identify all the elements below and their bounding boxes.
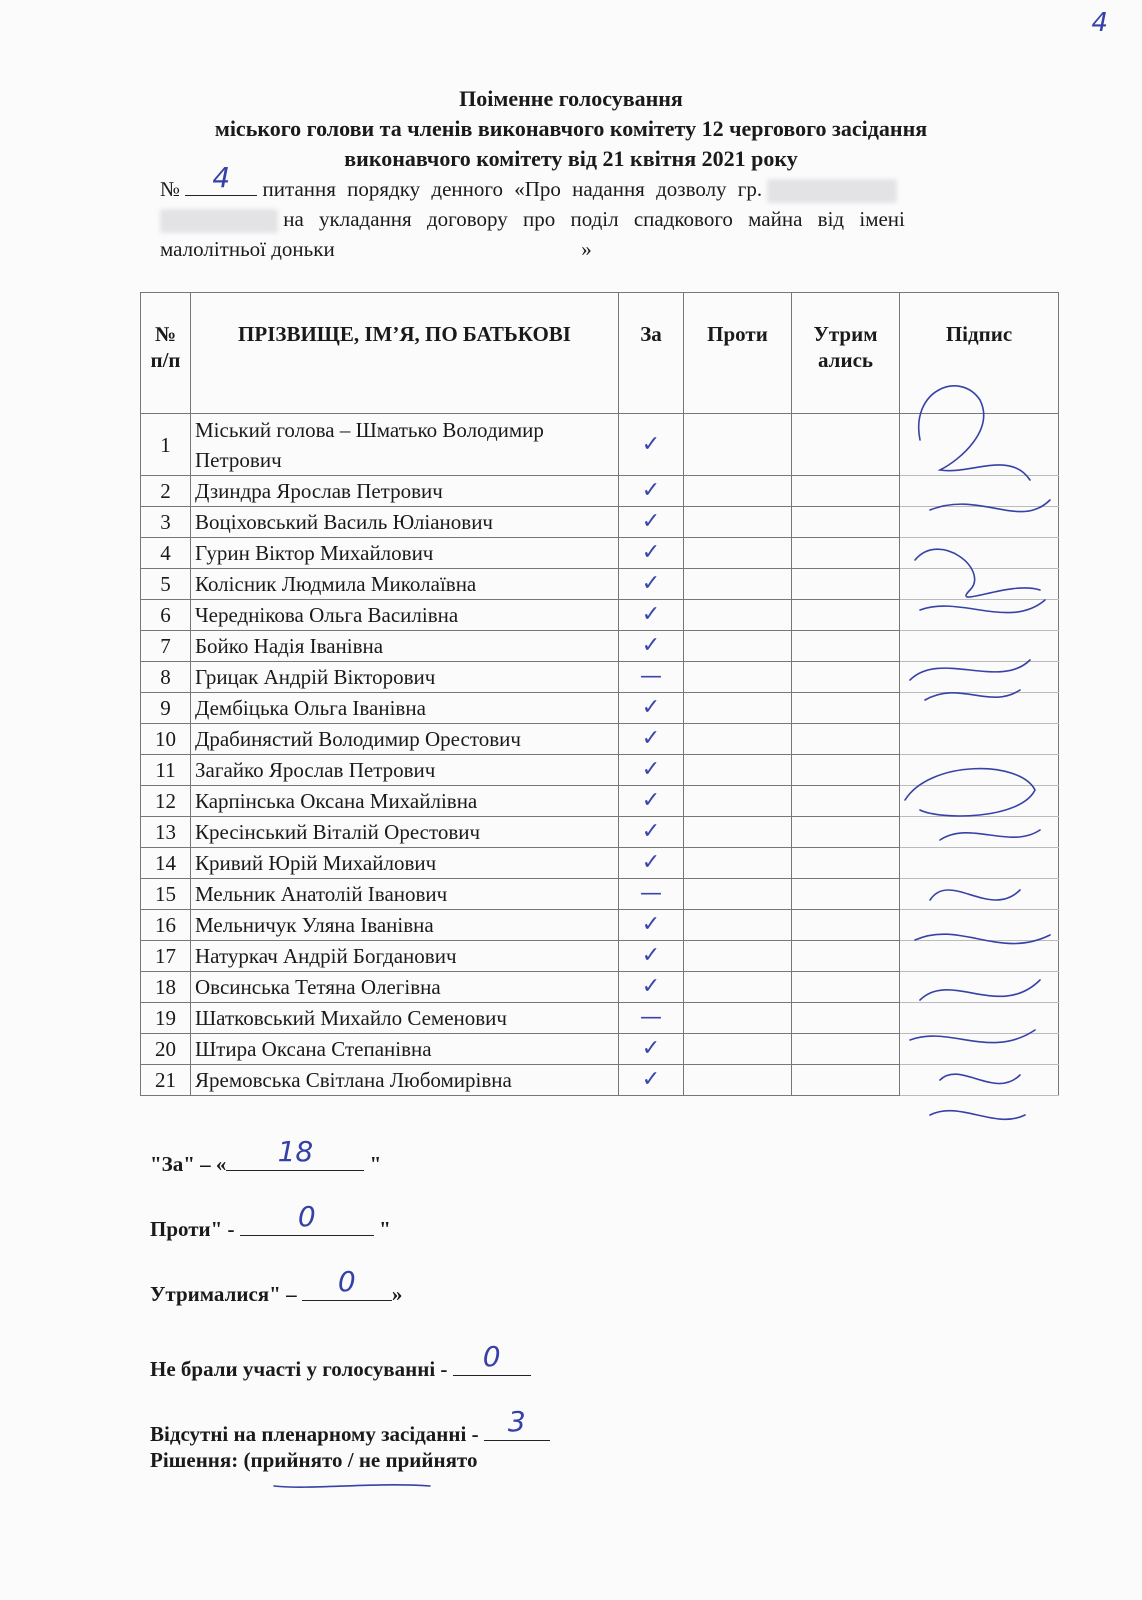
row-vote-for: ✓ (619, 538, 684, 569)
row-number: 4 (141, 538, 191, 569)
row-vote-abstained (792, 724, 900, 755)
row-name: Череднікова Ольга Василівна (191, 600, 619, 631)
row-vote-against (684, 414, 792, 476)
row-name: Колісник Людмила Миколаївна (191, 569, 619, 600)
summary-abstained-end: » (391, 1282, 403, 1306)
row-number: 15 (141, 879, 191, 910)
row-number: 20 (141, 1034, 191, 1065)
row-vote-against (684, 693, 792, 724)
row-vote-abstained (792, 631, 900, 662)
issue-text-2: на укладання договору про поділ спадкового майна від імені (283, 207, 905, 231)
summary-decision-label: Рішення: (прийнято / не прийнято (150, 1448, 478, 1472)
summary-for-blank (226, 1135, 364, 1171)
row-number: 17 (141, 941, 191, 972)
summary-abstained-value: 0 (337, 1265, 356, 1298)
row-name: Овсинська Тетяна Олегівна (191, 972, 619, 1003)
header-against: Проти (684, 293, 792, 414)
issue-prefix: № (160, 177, 181, 201)
row-vote-abstained (792, 972, 900, 1003)
summary-against-value: 0 (297, 1200, 316, 1233)
row-vote-abstained (792, 1034, 900, 1065)
summary-against-label: Проти" - (150, 1217, 235, 1241)
header-for: За (619, 293, 684, 414)
row-vote-abstained (792, 1003, 900, 1034)
redacted-surname (160, 209, 278, 233)
row-vote-against (684, 941, 792, 972)
row-vote-against (684, 755, 792, 786)
summary-for (150, 1135, 382, 1177)
issue-line-1 (160, 161, 1060, 205)
summary-for-value: 18 (277, 1135, 314, 1168)
row-vote-against (684, 1034, 792, 1065)
row-name: Натуркач Андрій Богданович (191, 941, 619, 972)
decision-underline-ink (272, 1480, 432, 1492)
header-num: № п/п (141, 293, 191, 414)
row-vote-abstained (792, 786, 900, 817)
row-vote-against (684, 1003, 792, 1034)
row-number: 11 (141, 755, 191, 786)
row-number: 8 (141, 662, 191, 693)
row-vote-for: — (619, 662, 684, 693)
row-name: Кривий Юрій Михайлович (191, 848, 619, 879)
row-number: 1 (141, 414, 191, 476)
document-subtitle: міського голови та членів виконавчого комітету 12 чергового засідання (214, 116, 928, 141)
row-vote-abstained (792, 476, 900, 507)
row-number: 16 (141, 910, 191, 941)
row-vote-for: ✓ (619, 414, 684, 476)
row-vote-for: ✓ (619, 786, 684, 817)
row-number: 9 (141, 693, 191, 724)
row-vote-for: ✓ (619, 1034, 684, 1065)
summary-absent-blank (484, 1405, 550, 1441)
row-vote-against (684, 600, 792, 631)
row-vote-abstained (792, 817, 900, 848)
row-vote-for: ✓ (619, 476, 684, 507)
issue-line-3 (160, 234, 1060, 265)
row-vote-against (684, 848, 792, 879)
summary-not-participated-value: 0 (482, 1340, 501, 1373)
row-name: Дзиндра Ярослав Петрович (191, 476, 619, 507)
row-vote-against (684, 724, 792, 755)
summary-against-end: " (379, 1217, 391, 1241)
row-name: Драбинястий Володимир Орестович (191, 724, 619, 755)
row-vote-against (684, 786, 792, 817)
row-number: 7 (141, 631, 191, 662)
row-vote-abstained (792, 693, 900, 724)
row-name: Грицак Андрій Вікторович (191, 662, 619, 693)
issue-closing-quote: » (581, 237, 592, 261)
header-signature: Підпис (900, 293, 1059, 414)
summary-not-participated-label: Не брали участі у голосуванні - (150, 1357, 448, 1381)
row-name: Яремовська Світлана Любомирівна (191, 1065, 619, 1096)
summary-abstained-blank (302, 1265, 392, 1301)
row-number: 13 (141, 817, 191, 848)
row-vote-for: — (619, 879, 684, 910)
row-number: 18 (141, 972, 191, 1003)
summary-not-participated-blank (453, 1340, 531, 1376)
row-name: Штира Оксана Степанівна (191, 1034, 619, 1065)
summary-absent-label: Відсутні на пленарному засіданні - (150, 1422, 479, 1446)
row-vote-for: ✓ (619, 941, 684, 972)
row-number: 2 (141, 476, 191, 507)
row-name: Загайко Ярослав Петрович (191, 755, 619, 786)
issue-text-1: питання порядку денного «Про надання дозволу гр. (262, 177, 763, 201)
row-vote-against (684, 569, 792, 600)
row-name: Шатковський Михайло Семенович (191, 1003, 619, 1034)
summary-absent-value: 3 (507, 1405, 526, 1438)
summary-for-end: " (369, 1152, 382, 1176)
row-vote-abstained (792, 507, 900, 538)
row-vote-for: ✓ (619, 569, 684, 600)
row-vote-for: ✓ (619, 631, 684, 662)
summary-against-blank (240, 1200, 374, 1236)
row-name: Воціховський Василь Юліанович (191, 507, 619, 538)
row-vote-for: ✓ (619, 755, 684, 786)
row-vote-abstained (792, 569, 900, 600)
row-vote-for: — (619, 1003, 684, 1034)
row-number: 6 (141, 600, 191, 631)
row-vote-against (684, 476, 792, 507)
issue-number: 4 (212, 161, 231, 194)
document-title: Поіменне голосування (459, 86, 683, 111)
row-vote-against (684, 538, 792, 569)
summary-abstained (150, 1265, 403, 1307)
issue-text-3: малолітньої доньки (160, 237, 335, 261)
row-vote-abstained (792, 941, 900, 972)
row-vote-for: ✓ (619, 910, 684, 941)
row-vote-abstained (792, 755, 900, 786)
row-name: Дембіцька Ольга Іванівна (191, 693, 619, 724)
row-vote-against (684, 817, 792, 848)
row-vote-for: ✓ (619, 848, 684, 879)
row-vote-for: ✓ (619, 507, 684, 538)
row-vote-for: ✓ (619, 693, 684, 724)
summary-abstained-label: Утрималися" – (150, 1282, 297, 1306)
row-name: Кресінський Віталій Орестович (191, 817, 619, 848)
summary-absent (150, 1405, 550, 1447)
row-name: Мельник Анатолій Іванович (191, 879, 619, 910)
issue-line-2 (160, 204, 1060, 235)
row-number: 21 (141, 1065, 191, 1096)
row-number: 19 (141, 1003, 191, 1034)
summary-against (150, 1200, 391, 1242)
row-name: Мельничук Уляна Іванівна (191, 910, 619, 941)
issue-number-blank (185, 161, 257, 196)
row-name: Міський голова – Шматько Володимир Петрович (191, 414, 619, 476)
row-number: 10 (141, 724, 191, 755)
row-name: Карпінська Оксана Михайлівна (191, 786, 619, 817)
summary-decision (150, 1448, 477, 1473)
document-date-line: виконавчого комітету від 21 квітня 2021 року (344, 146, 798, 171)
row-vote-for: ✓ (619, 817, 684, 848)
row-vote-against (684, 910, 792, 941)
row-vote-abstained (792, 600, 900, 631)
row-vote-against (684, 662, 792, 693)
row-number: 12 (141, 786, 191, 817)
row-vote-against (684, 507, 792, 538)
page-number: 4 (1091, 8, 1108, 38)
row-vote-for: ✓ (619, 972, 684, 1003)
row-vote-for: ✓ (619, 600, 684, 631)
row-vote-abstained (792, 662, 900, 693)
row-number: 14 (141, 848, 191, 879)
row-name: Гурин Віктор Михайлович (191, 538, 619, 569)
row-vote-abstained (792, 1065, 900, 1096)
row-vote-abstained (792, 910, 900, 941)
row-vote-against (684, 879, 792, 910)
row-vote-abstained (792, 414, 900, 476)
summary-not-participated (150, 1340, 531, 1382)
row-vote-against (684, 1065, 792, 1096)
row-vote-abstained (792, 538, 900, 569)
row-number: 3 (141, 507, 191, 538)
row-vote-for: ✓ (619, 1065, 684, 1096)
row-vote-against (684, 631, 792, 662)
row-name: Бойко Надія Іванівна (191, 631, 619, 662)
row-number: 5 (141, 569, 191, 600)
row-vote-for: ✓ (619, 724, 684, 755)
row-vote-abstained (792, 879, 900, 910)
header-abstained: Утрим ались (792, 293, 900, 414)
row-vote-against (684, 972, 792, 1003)
redacted-name (767, 179, 897, 203)
row-vote-abstained (792, 848, 900, 879)
header-name: ПРІЗВИЩЕ, ІМ’Я, ПО БАТЬКОВІ (191, 293, 619, 414)
summary-for-label: "За" – « (150, 1152, 227, 1176)
signatures-ink (900, 380, 1060, 1140)
